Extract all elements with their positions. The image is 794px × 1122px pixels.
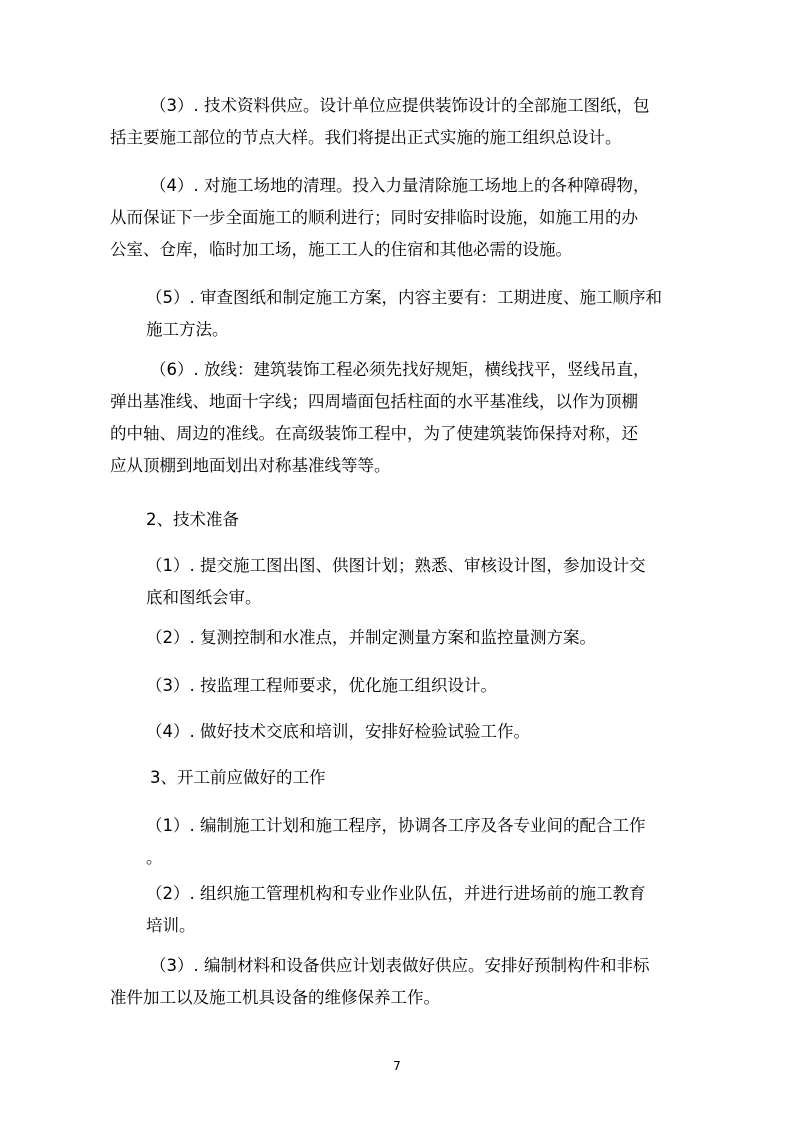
section-heading-tech-prep [110, 504, 700, 536]
paragraph-tech-materials [110, 90, 700, 154]
paragraph-line: （2）. 组织施工管理机构和专业作业队伍，并进行进场前的施工教育 [146, 884, 646, 903]
paragraph-tech-prep-4 [110, 716, 700, 748]
paragraph-line: （4）. 做好技术交底和培训，安排好检验试验工作。 [146, 722, 530, 741]
paragraph-pre-start-2 [110, 878, 700, 942]
paragraph-line: （6）. 放线：建筑装饰工程必须先找好规矩，横线找平，竖线吊直， [150, 360, 650, 379]
paragraph-line: 括主要施工部位的节点大样。我们将提出正式实施的施工组织总设计。 [110, 128, 622, 147]
paragraph-pre-start-3 [110, 950, 700, 1014]
paragraph-line: 应从顶棚到地面划出对称基准线等等。 [110, 456, 391, 475]
paragraph-line: （4）. 对施工场地的清理。投入力量清除施工场地上的各种障碍物， [150, 176, 650, 195]
paragraph-line: 公室、仓库，临时加工场，施工工人的住宿和其他必需的设施。 [110, 240, 572, 259]
paragraph-tech-prep-3 [110, 670, 700, 702]
section-heading-text: 3、开工前应做好的工作 [150, 768, 326, 787]
paragraph-line: 从而保证下一步全面施工的顺利进行；同时安排临时设施，如施工用的办 [110, 208, 638, 227]
paragraph-site-clearing [110, 170, 700, 266]
paragraph-layout-lines [110, 354, 700, 482]
paragraph-tech-prep-2 [110, 622, 700, 654]
paragraph-tech-prep-1 [110, 550, 700, 614]
paragraph-pre-start-1 [110, 810, 700, 874]
paragraph-line: 施工方法。 [146, 320, 229, 339]
paragraph-line: （3）. 编制材料和设备供应计划表做好供应。安排好预制构件和非标 [150, 956, 650, 975]
paragraph-drawing-review [110, 282, 700, 346]
paragraph-line: 准件加工以及施工机具设备的维修保养工作。 [110, 988, 440, 1007]
paragraph-line: （2）. 复测控制和水准点，并制定测量方案和监控量测方案。 [146, 628, 596, 647]
paragraph-line: 。 [146, 848, 163, 867]
section-heading-text: 2、技术准备 [146, 510, 239, 529]
paragraph-line: 的中轴、周边的准线。在高级装饰工程中，为了使建筑装饰保持对称，还 [110, 424, 638, 443]
paragraph-line: 培训。 [146, 916, 196, 935]
paragraph-line: （5）. 审查图纸和制定施工方案，内容主要有：工期进度、施工顺序和 [146, 288, 662, 307]
paragraph-line: （3）. 技术资料供应。设计单位应提供装饰设计的全部施工图纸，包 [150, 96, 650, 115]
page-number: 7 [393, 1059, 401, 1073]
paragraph-line: 弹出基准线、地面十字线；四周墙面包括柱面的水平基准线，以作为顶棚 [110, 392, 638, 411]
paragraph-line: 底和图纸会审。 [146, 588, 262, 607]
paragraph-line: （1）. 提交施工图出图、供图计划；熟悉、审核设计图，参加设计交 [146, 556, 646, 575]
paragraph-line: （1）. 编制施工计划和施工程序，协调各工序及各专业间的配合工作 [146, 816, 646, 835]
section-heading-pre-start [110, 762, 700, 794]
paragraph-line: （3）. 按监理工程师要求，优化施工组织设计。 [146, 676, 497, 695]
